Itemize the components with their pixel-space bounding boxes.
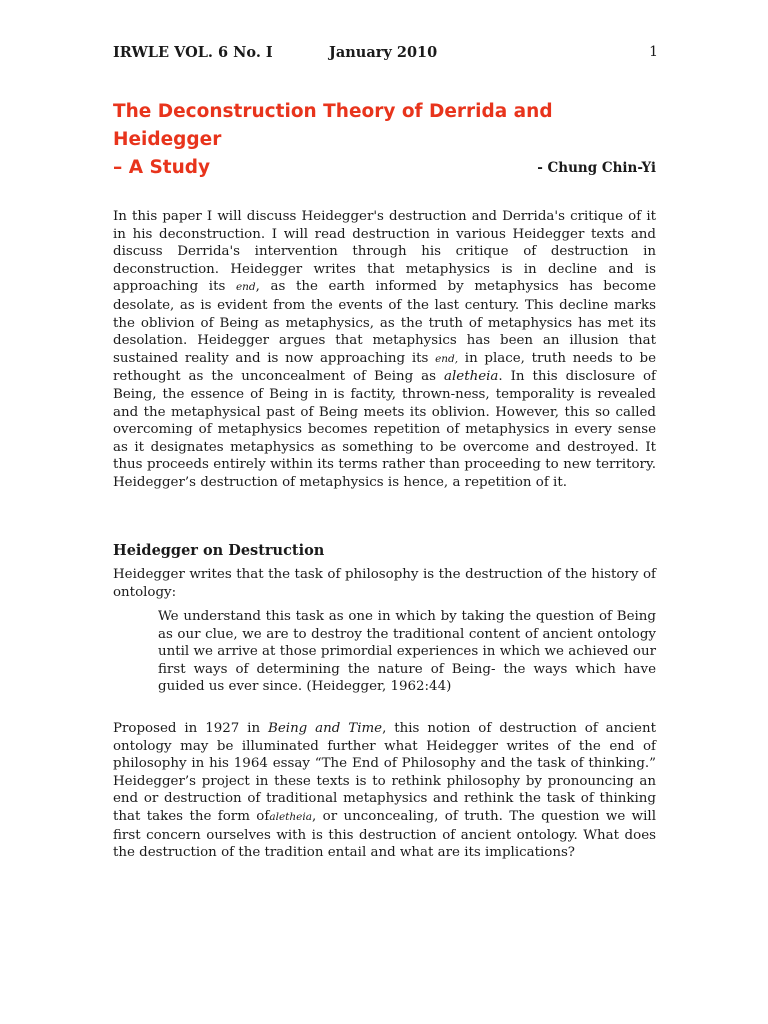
body-book-title: Being and Time [268, 721, 383, 736]
section-heading: Heidegger on Destruction [113, 542, 325, 559]
intro-emph-end-1: end [235, 281, 256, 294]
intro-paragraph [113, 208, 656, 492]
body-text-3: , or unconcealing, of truth. The question we will first concern ourselves with is this destruction of ancient ontology. What does the destruction of the tradition entail and what are its implications? [113, 808, 656, 861]
running-header [113, 44, 658, 66]
section-lead-paragraph: Heidegger writes that the task of philosophy is the destruction of the history of ontology: [113, 567, 656, 600]
issue-date: January 2010 [329, 44, 438, 61]
intro-text-4: . In this disclosure of Being, the essence of Being in is factity, thrown-ness, temporality is revealed and the metaphysical past of Being meets its oblivion. However, this so called overcoming of metaphysics becomes repetition of metaphysics in every sense as it designates metaphysics as something to be overcome and destroyed. It thus proceeds entirely within its terms rather than proceeding to new territory. Heidegger’s destruction of metaphysics is hence, a repetition of it. [113, 369, 656, 490]
intro-emph-end-2: end, [435, 352, 459, 365]
body-text-2: , this notion of destruction of ancient ontology may be illuminated further what Heidegger writes of the end of philosophy in his 1964 essay “The End of Philosophy and the task of thinking.” Heidegger’s project in these texts is to rethink philosophy by pronouncing an end or destruction of traditional metaphysics and rethink the task of thinking that takes the form of [113, 721, 656, 824]
body-text-1: Proposed in 1927 in [113, 721, 269, 736]
intro-text-1: In this paper I will discuss Heidegger's destruction and Derrida's critique of it in his deconstruction. I will read destruction in various Heidegger texts and discuss Derrida's intervention through his critique of destruction in deconstruction. Heidegger writes that metaphysics is in decline and is approaching its [113, 209, 656, 295]
block-quote: We understand this task as one in which by taking the question of Being as our clue, we are to destroy the traditional content of ancient ontology until we arrive at those primordial experiences in which we achieved our first ways of determining the nature of Being- the ways which have guided us ever since. (Heidegger, 1962:44) [158, 609, 656, 695]
journal-volume: IRWLE VOL. 6 No. I [113, 44, 273, 61]
body-emph-aletheia: aletheia [269, 810, 312, 823]
intro-text-2: , as the earth informed by metaphysics has become desolate, as is evident from the events of the last century. This decline marks the oblivion of Being as metaphysics, as the truth of metaphysics has met its desolation. Heidegger argues that metaphysics has been an illusion that sustained reality and is now approaching its [113, 279, 656, 366]
intro-emph-aletheia: aletheia [444, 369, 499, 385]
author-byline: - Chung Chin-Yi [537, 160, 656, 176]
page-number: 1 [649, 44, 658, 60]
title-line-2: – A Study [113, 157, 211, 178]
title-line-1: The Deconstruction Theory of Derrida and Heidegger [113, 101, 553, 150]
intro-text-3: in place, truth needs to be rethought as the unconcealment of Being as [113, 350, 657, 385]
body-paragraph [113, 720, 656, 862]
